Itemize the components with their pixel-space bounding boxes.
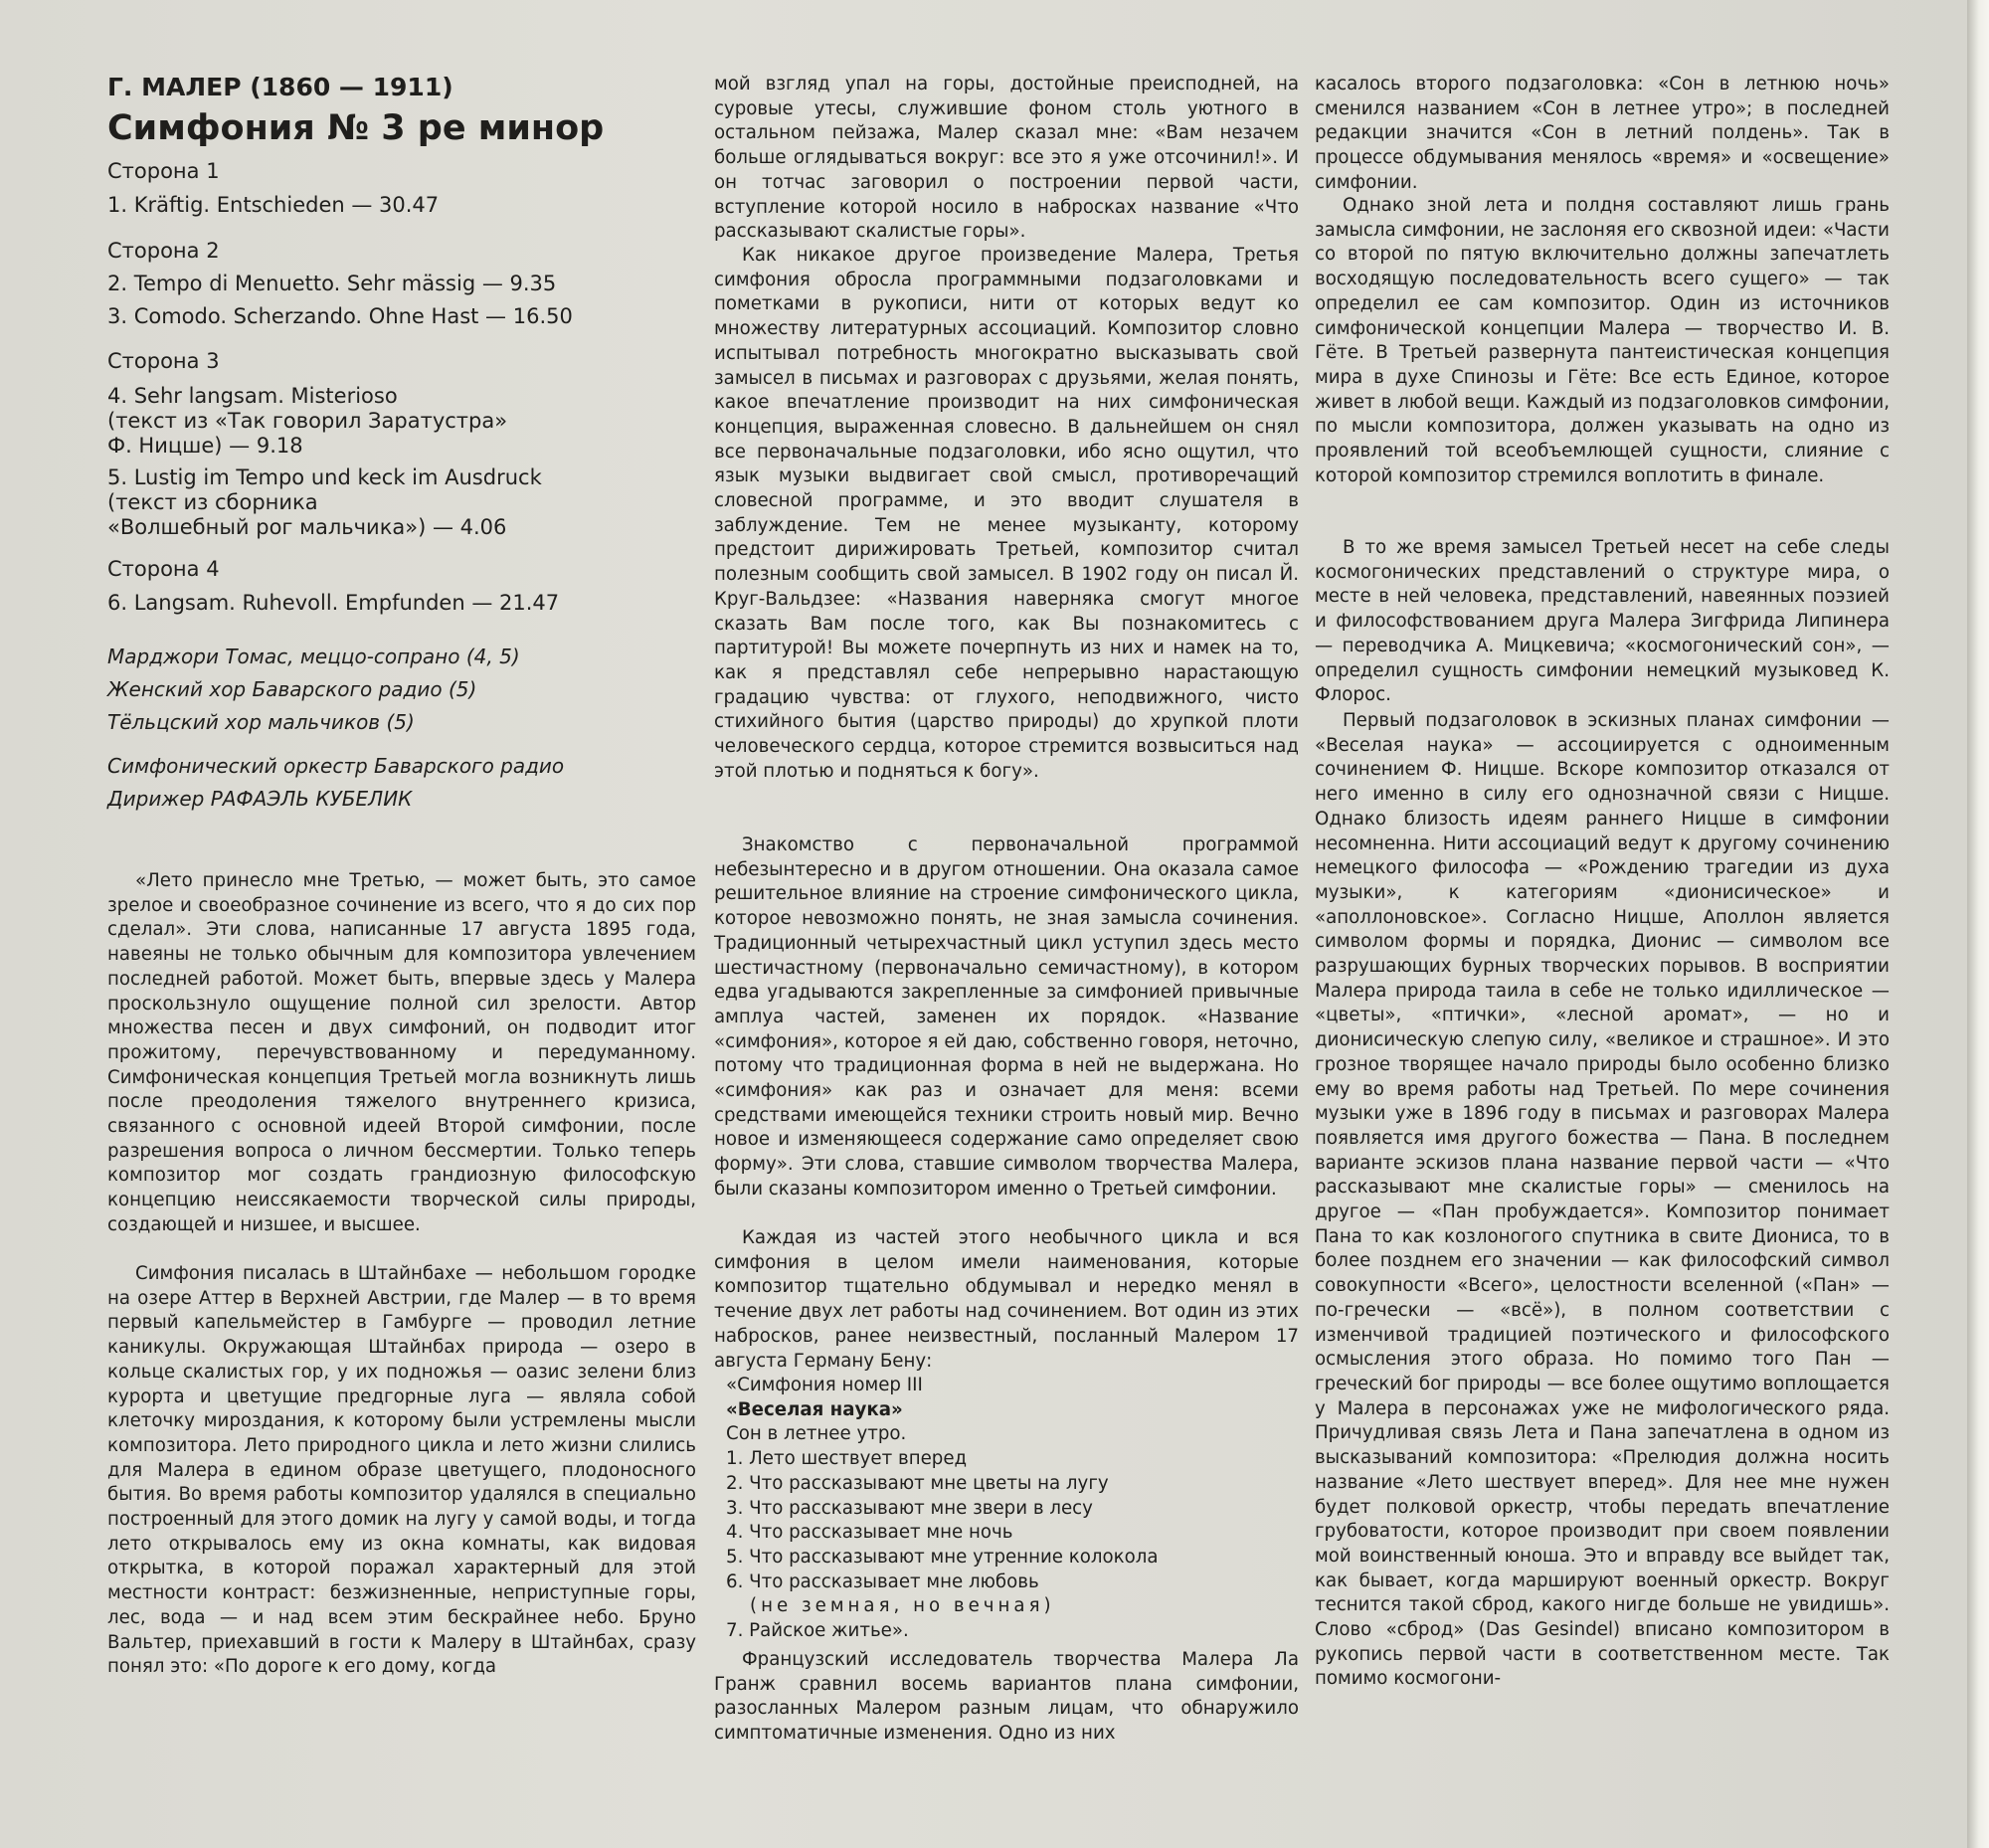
essay-paragraph-8: касалось второго подзаголовка: «Сон в летнюю ночь» сменился названием «Сон в летнее утро»; в последней редакции значится «Сон в летний полдень». Так в процессе обдумывания менялось «время» и «освещение» симфонии. bbox=[1315, 74, 1890, 193]
essay-paragraph-7: Французский исследователь творчества Малера Ла Гранж сравнил восемь вариантов плана симфонии, разосланных Малером разным лицам, что обнаружило симптоматичные изменения. Одно из них bbox=[714, 1649, 1299, 1745]
plan-title: «Симфония номер III bbox=[726, 1375, 923, 1395]
plan-item: 1. Лето шествует вперед bbox=[726, 1448, 968, 1470]
track-5: 5. Lustig im Tempo und keck im Ausdruck (текст из сборника «Волшебный рог мальчика») — 4.06 bbox=[107, 465, 542, 539]
orchestra-credit: Симфонический оркестр Баварского радио bbox=[107, 754, 565, 778]
plan-note: (не земная, но вечная) bbox=[750, 1595, 1055, 1617]
side-4-label: Сторона 4 bbox=[107, 557, 220, 581]
sleeve-edge bbox=[1967, 0, 1989, 1848]
plan-item: 3. Что рассказывают мне звери в лесу bbox=[726, 1497, 1093, 1519]
side-2-label: Сторона 2 bbox=[107, 239, 220, 263]
essay-paragraph-5: Знакомство с первоначальной программой небезынтересно и в другом отношении. Она оказала самое решительное влияние на строение симфонического цикла, которое невозможно понять, не зная замысла сочинения. Традиционный четырехчастный цикл уступил здесь место шестичастному (первоначально семичастному), в котором едва угадываются закрепленные за симфонией привычные амплуа частей, заменен их порядок. «Название «симфония», которое я ей даю, собственно говоря, неточно, потому что традиционная форма в ней не выдержана. Но «симфония» как раз и означает для меня: всеми средствами имеющейся техники строить новый мир. Вечно новое и изменяющееся содержание само определяет свою форму». Эти слова, ставшие символом творчества Малера, были сказаны композитором именно о Третьей симфонии. bbox=[714, 834, 1299, 1200]
symphony-plan bbox=[726, 1374, 1263, 1644]
plan-intro: Сон в летнее утро. bbox=[726, 1423, 907, 1445]
performer-boys-choir: Тёльцский хор мальчиков (5) bbox=[107, 710, 415, 734]
track-4: 4. Sehr langsam. Misterioso (текст из «Так говорил Заратустра» Ф. Ницше) — 9.18 bbox=[107, 384, 508, 458]
plan-item: 4. Что рассказывает мне ночь bbox=[726, 1522, 1013, 1544]
work-title: Симфония № 3 ре минор bbox=[107, 108, 605, 148]
track-1: 1. Kräftig. Entschieden — 30.47 bbox=[107, 193, 440, 217]
essay-paragraph-3: мой взгляд упал на горы, достойные преисподней, на суровые утесы, служившие фоном столь уютного в остальном пейзажа, Малер сказал мне: «Вам незачем больше оглядываться вокруг: все это я уже отсочинил!». И он тотчас заговорил о построении первой части, вступление которой носило в набросках название «Что рассказывают скалистые горы». bbox=[714, 74, 1299, 243]
side-1-label: Сторона 1 bbox=[107, 159, 220, 183]
track-3: 3. Comodo. Scherzando. Ohne Hast — 16.50 bbox=[107, 304, 573, 328]
plan-item: 7. Райское житье». bbox=[726, 1620, 909, 1642]
essay-paragraph-1: «Лето принесло мне Третью, — может быть, это самое зрелое и своеобразное сочинение из всего, что я до сих пор сделал». Эти слова, написанные 17 августа 1895 года, навеяны не только обычным для композитора увлечением последней работой. Может быть, впервые здесь у Малера проскользнуло ощущение полной сил зрелости. Автор множества песен и двух симфоний, он подводит итог прожитому, перечувствованному и передуманному. Симфоническая концепция Третьей могла возникнуть лишь после преодоления тяжелого внутреннего кризиса, связанного с основной идеей Второй симфонии, после разрешения вопроса о личном бессмертии. Только теперь композитор мог создать грандиозную философскую концепцию неиссякаемости творческой силы природы, создающей и низшее, и высшее. bbox=[107, 870, 696, 1235]
essay-paragraph-9: Однако зной лета и полдня составляют лишь грань замысла симфонии, не заслоняя его сквозной идеи: «Части со второй по пятую включительно должны запечатлеть восходящую последовательность всего сущего» — так определил ее сам композитор. Один из источников симфонической концепции Малера — творчество И. В. Гёте. В Третьей развернута пантеистическая концепция мира в духе Спинозы и Гёте: Все есть Единое, которое живет в любой вещи. Каждый из подзаголовков симфонии, по мысли композитора, должен указывать на одно из проявлений той всеобъемлющей сущности, слияние с которой композитор стремился воплотить в финале. bbox=[1315, 195, 1890, 486]
performer-womens-choir: Женский хор Баварского радио (5) bbox=[107, 677, 477, 701]
side-3-label: Сторона 3 bbox=[107, 349, 220, 373]
essay-paragraph-4: Как никакое другое произведение Малера, Третья симфония обросла программными подзаголовками и пометками в рукописи, нити от которых ведут ко множеству литературных ассоциаций. Композитор словно испытывал потребность многократно высказывать свой замысел в письмах и разговорах с друзьями, желая понять, какое впечатление производит на них симфоническая концепция, выраженная словесно. В дальнейшем он снял все первоначальные подзаголовки, ибо ясно ощутил, что язык музыки выдвигает свой смысл, противоречащий словесной программе, и это вводит слушателя в заблуждение. Тем не менее музыканту, которому предстоит дирижировать Третьей, композитор считал полезным сообщить свой замысел. В 1902 году он писал Й. Круг-Вальдзее: «Названия наверняка смогут многое сказать Вам после того, как Вы познакомитесь с партитурой! Вы можете почерпнуть из них и намек на то, как я представлял себе непрерывно нарастающую градацию чувства: от глухого, неподвижного, чисто стихийного бытия (царство природы) до хрупкой плоти человеческого сердца, которое стремится возвыситься над этой плотью и подняться к богу». bbox=[714, 245, 1299, 782]
track-6: 6. Langsam. Ruhevoll. Empfunden — 21.47 bbox=[107, 591, 560, 615]
plan-item: 2. Что рассказывают мне цветы на лугу bbox=[726, 1472, 1109, 1494]
essay-paragraph-10: В то же время замысел Третьей несет на себе следы космогонических представлений о структуре мира, о месте в ней человека, представлений, навеянных поэзией и философствованием друга Малера Зигфрида Липинера — переводчика А. Мицкевича; «космогонический сон», — определил сущность симфонии немецкий музыковед К. Флорос. bbox=[1315, 537, 1890, 706]
composer-heading: Г. МАЛЕР (1860 — 1911) bbox=[107, 73, 453, 101]
plan-item: 6. Что рассказывает мне любовь bbox=[726, 1571, 1039, 1592]
essay-paragraph-6: Каждая из частей этого необычного цикла и вся симфония в целом имели наименования, которые композитор тщательно обдумывал и нередко менял в течение двух лет работы над сочинением. Вот один из этих набросков, ранее неизвестный, посланный Малером 17 августа Герману Бену: bbox=[714, 1227, 1299, 1372]
plan-subtitle: «Веселая наука» bbox=[726, 1398, 903, 1420]
track-2: 2. Tempo di Menuetto. Sehr mässig — 9.35 bbox=[107, 272, 557, 295]
essay-paragraph-2: Симфония писалась в Штайнбахе — небольшом городке на озере Аттер в Верхней Австрии, где Малер — в то время первый капельмейстер в Гамбурге — проводил летние каникулы. Окружающая Штайнбах природа — озеро в кольце скалистых гор, у их подножья — оазис зелени близ курорта и цветущие предгорные луга — являла собой клеточку мироздания, к которому были устремлены мысли композитора. Лето природного цикла и лето жизни слились для Малера в едином образе цветущего, плодоносного бытия. Во время работы композитор удалялся в специально построенный для этого домик на лугу у самой воды, и тогда лето открывалось ему из окна комнаты, как видовая открытка, в которой поражал характерный для этой местности контраст: безжизненные, неприступные горы, лес, вода — и над всем этим бескрайнее небо. Бруно Вальтер, приехавший в гости к Малеру в Штайнбах, сразу понял это: «По дороге к его дому, когда bbox=[107, 1263, 696, 1678]
performer-soloist: Марджори Томас, меццо-сопрано (4, 5) bbox=[107, 645, 520, 668]
essay-paragraph-11: Первый подзаголовок в эскизных планах симфонии — «Веселая наука» — ассоциируется с одноименным сочинением Ф. Ницше. Вскоре композитор отказался от него именно в силу его однозначной связи с Ницше. Однако близость идеям раннего Ницше в симфонии несомненна. Нити ассоциаций ведут к другому сочинению немецкого философа — «Рождению трагедии из духа музыки», к категориям «дионисическое» и «аполлоновское». Согласно Ницше, Аполлон является символом формы и порядка, Дионис — символом все разрушающих бурных творческих порывов. В восприятии Малера природа таила в себе не только идиллическое — «цветы», «птички», «лесной аромат», — но и дионисическую слепую силу, «великое и страшное». И это грозное творящее начало природы было особенно близко ему во время работы над Третьей. По мере сочинения музыки уже в 1896 году в письмах и разговорах Малера появляется имя другого божества — Пана. В последнем варианте эскизов плана название первой части — «Что рассказывают мне скалистые горы» — сменилось на другое — «Пан пробуждается». Композитор понимает Пана то как козлоногого спутника в свите Диониса, то в более позднем его значении — как философский символ совокупности «Всего», целостности вселенной («Пан» — по-гречески — «всё»), в полном соответствии с изменчивой традицией поэтического и философского осмысления этого образа. Но помимо того Пан — греческий бог природы — все более ощутимо воплощается у Малера в персонажах уже не мифологического ряда. Причудливая связь Лета и Пана запечатлена в одном из высказываний композитора: «Прелюдия должна носить название «Лето шествует вперед». Для нее мне нужен будет полковой оркестр, чтобы передать впечатление грубоватости, которое производит при своем появлении мой воинственный юноша. Это и вправду все выйдет так, как бывает, когда маршируют военный оркестр. Вокруг теснится такой сброд, какого нигде больше не увидишь». Слово «сброд» (Das Gesindel) вписано композитором в рукопись первой части в соответственном месте. Так помимо космогони- bbox=[1315, 710, 1890, 1690]
conductor-credit: Дирижер РАФАЭЛЬ КУБЕЛИК bbox=[107, 787, 413, 811]
plan-item: 5. Что рассказывают мне утренние колокола bbox=[726, 1546, 1159, 1568]
